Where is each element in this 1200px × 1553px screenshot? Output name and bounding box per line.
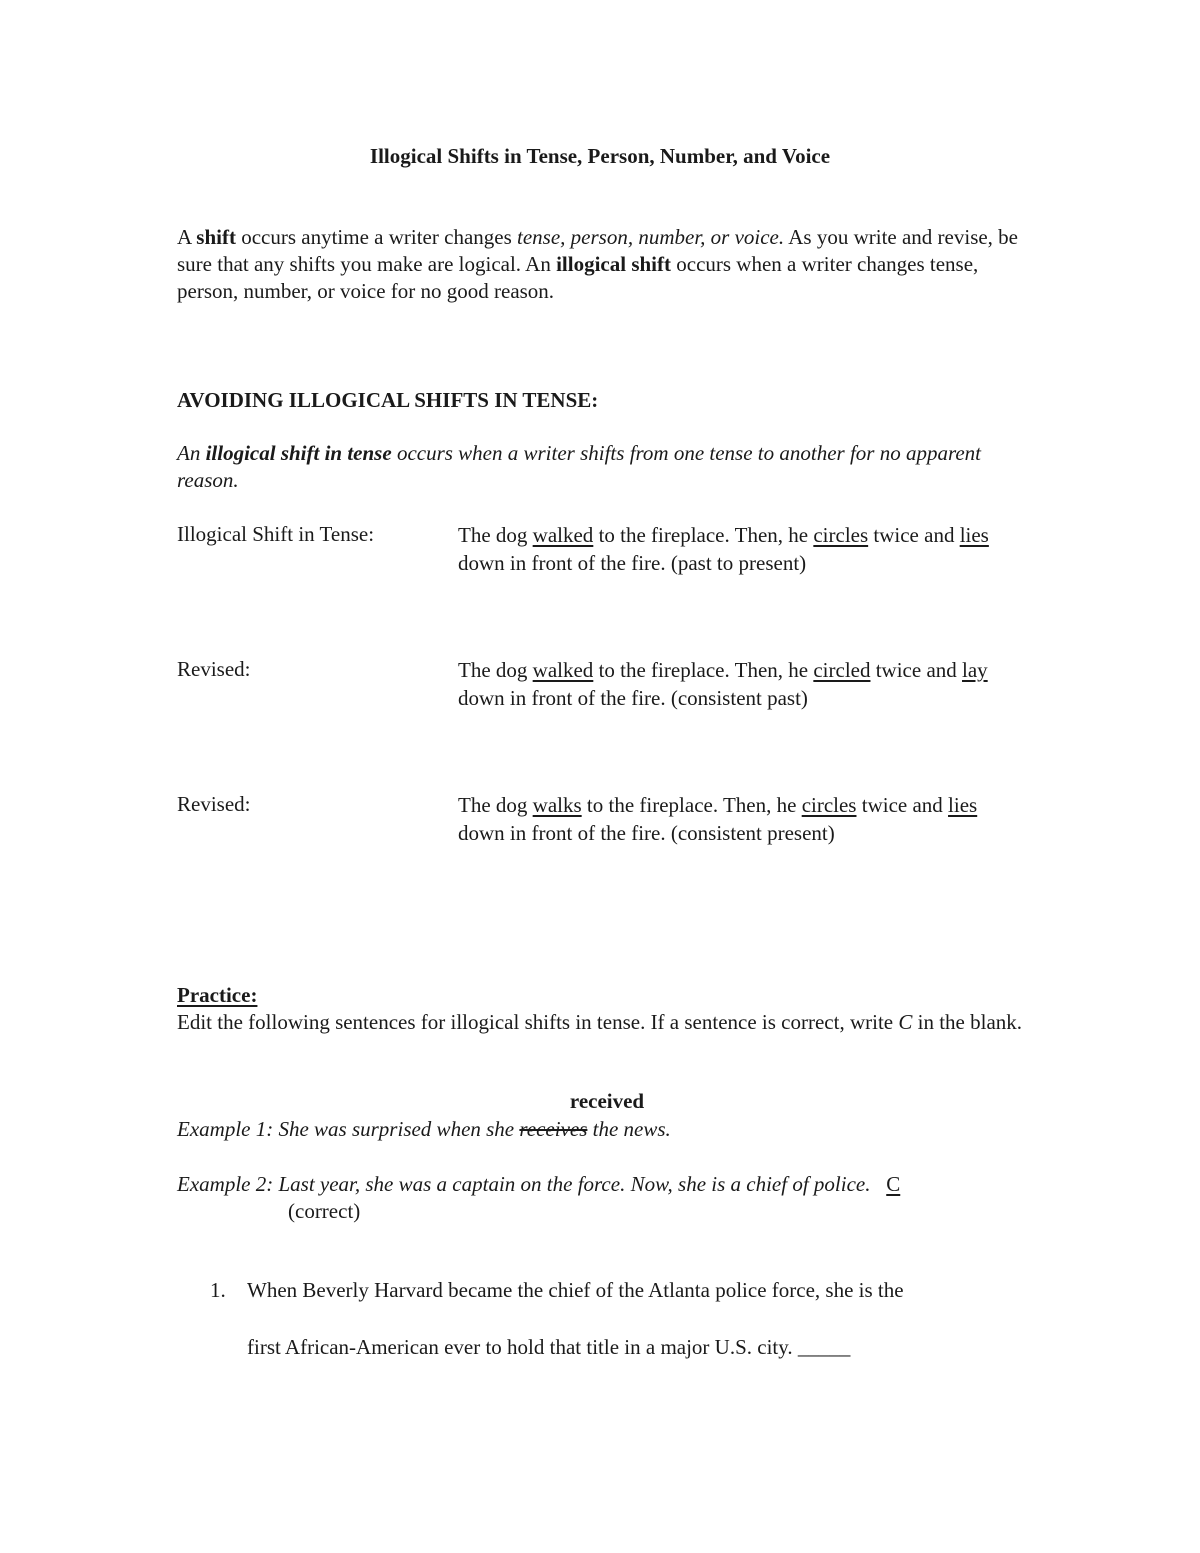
page-title: Illogical Shifts in Tense, Person, Number, and Voice (369, 144, 831, 168)
verb-underlined: walked (532, 658, 594, 682)
example-2-text: Example 2: Last year, she was a captain on the force. Now, she is a chief of police. (177, 1172, 871, 1196)
item-number: 1. (210, 1278, 226, 1302)
example-sentence: The dog walked to the fireplace. Then, he circled twice and lay down in front of the fire. (consistent past) (458, 658, 988, 710)
item-sentence-line: When Beverly Harvard became the chief of the Atlanta police force, she is the (247, 1278, 904, 1302)
definition-term: illogical shift in tense (205, 441, 392, 465)
intro-italic-terms: tense, person, number, or voice. (517, 225, 785, 249)
intro-text: occurs anytime a writer changes (235, 225, 518, 249)
example-row-revised-present (177, 791, 1027, 851)
verb-underlined: lay (962, 658, 988, 682)
example-label: Revised: (177, 657, 251, 681)
verb-underlined: circled (813, 658, 871, 682)
item-sentence-line: first African-American ever to hold that title in a major U.S. city. _____ (247, 1335, 851, 1359)
tense-section-heading: AVOIDING ILLOGICAL SHIFTS IN TENSE: (177, 388, 599, 412)
example-row-revised-past (177, 656, 1027, 716)
example-row-illogical (177, 521, 1027, 581)
tense-definition (177, 440, 1007, 494)
definition-text: An (177, 441, 206, 465)
verb-underlined: walked (532, 523, 594, 547)
example-2-answer: C (886, 1172, 901, 1196)
correction-word: received (569, 1089, 645, 1113)
example-2-note: (correct) (288, 1199, 361, 1223)
example-label: Illogical Shift in Tense: (177, 522, 375, 546)
instruction-c: C (898, 1010, 913, 1034)
verb-underlined: lies (959, 523, 989, 547)
verb-underlined: lies (948, 793, 978, 817)
practice-heading: Practice: (177, 983, 258, 1007)
verb-underlined: circles (801, 793, 857, 817)
shift-term: shift (196, 225, 236, 249)
example-label: Revised: (177, 792, 251, 816)
verb-underlined: circles (813, 523, 869, 547)
practice-instructions: Edit the following sentences for illogical shifts in tense. If a sentence is correct, write C in the blank. (177, 1010, 1023, 1034)
example-sentence: The dog walked to the fireplace. Then, he circles twice and lies down in front of the fire. (past to present) (458, 523, 989, 575)
intro-paragraph (177, 224, 1027, 305)
definition-text: occurs when a writer shifts from one tense to another for no apparent reason. (177, 441, 982, 492)
struck-verb: receives (519, 1117, 588, 1141)
intro-text: occurs when a writer changes tense, person, number, or voice for no good reason. (177, 252, 979, 303)
practice-label (177, 982, 1027, 1009)
example-sentence: The dog walks to the fireplace. Then, he circles twice and lies down in front of the fire. (consistent present) (458, 793, 978, 845)
example-1: Example 1: She was surprised when she receives the news. (177, 1117, 671, 1141)
example-2 (177, 1171, 1037, 1198)
intro-text: A (177, 225, 197, 249)
intro-text: As you write and revise, be sure that any shifts you make are logical. An (177, 225, 1019, 276)
verb-underlined: walks (532, 793, 582, 817)
illogical-shift-term: illogical shift (556, 252, 671, 276)
